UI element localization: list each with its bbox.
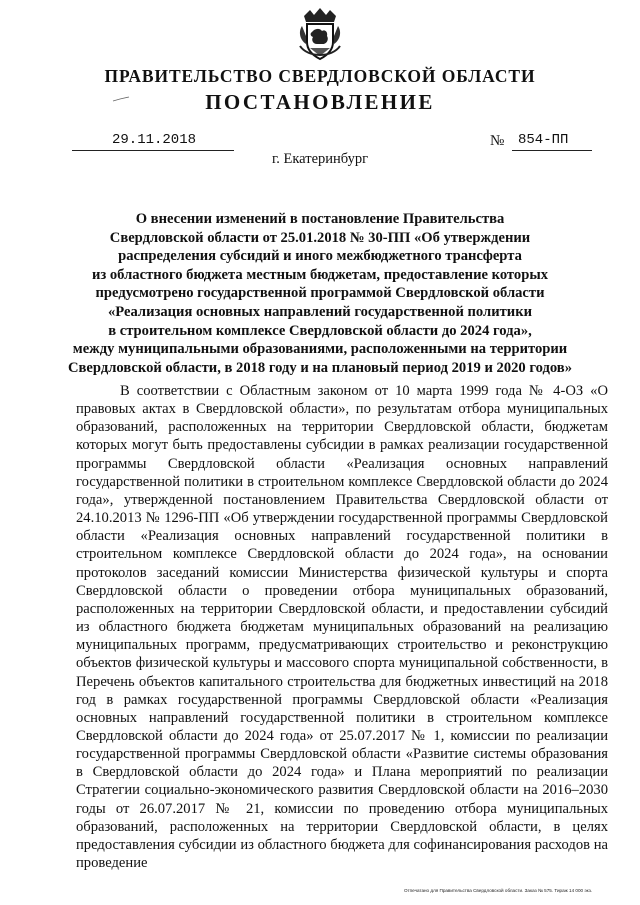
- title-line: между муниципальными образованиями, расположенными на территории: [72, 341, 568, 358]
- document-date: 29.11.2018: [112, 132, 197, 148]
- title-line: в строительном комплексе Свердловской области до 2024 года»,: [108, 322, 532, 339]
- title-line: «Реализация основных направлений государственной политики: [107, 303, 533, 320]
- title-line: распределения субсидий и иного межбюджетного трансферта: [118, 248, 522, 265]
- print-footer: Отпечатано для Правительства Свердловской области. Заказ № 575. Тираж 14 000 экз.: [404, 888, 593, 893]
- document-title: [40, 210, 600, 377]
- coat-of-arms-icon: [298, 6, 342, 62]
- title-line: Свердловской области, в 2018 году и на плановый период 2019 и 2020 годов»: [68, 359, 572, 376]
- body-paragraph: В соответствии с Областным законом от 10 марта 1999 года № 4-ОЗ «О правовых актах в Свердловской области», по результатам отбора муниципальных образований, расположенных на территории Свердловской области, бюджетам которых могут быть предоставлены субсидии в рамках реализации государственной программы Свердловской области «Реализация основных направлений государственной политики в строительном комплексе Свердловской области до 2024 года», утвержденной постановлением Правительства Свердловской области от 24.10.2013 № 1296-ПП «Об утверждении государственной программы Свердловской области «Реализация основных направлений государственной политики в строительном комплексе Свердловской области до 2024 года», на основании протоколов заседаний комиссии Министерства физической культуры и спорта Свердловской области о проведении отбора муниципальных образований, расположенных на территории Свердловской области, и предоставлении субсидий из областного бюджета бюджетам муниципальных образований на реализацию муниципальных программ, предусматривающих строительство и реконструкцию объектов физической культуры и массового спорта муниципальной собственности, в Перечень объектов капитального строительства для бюджетных инвестиций на 2018 год в рамках государственной программы Свердловской области «Реализация основных направлений государственной политики в строительном комплексе Свердловской области до 2024 года» от 25.07.2017 № 1, комиссии по реализации государственной программы Свердловской области «Развитие системы образования в Свердловской области до 2024 года» и Плана мероприятий по реализации Стратегии социально-экономического развития Свердловской области на 2016–2030 годы от 26.07.2017 № 21, комиссии по проведению отбора муниципальных образований, расположенных на территории Свердловской области, в целях предоставления субсидии из областного бюджета для софинансирования расходов на проведение: [76, 383, 608, 872]
- number-sign: №: [490, 133, 505, 149]
- government-name: ПРАВИТЕЛЬСТВО СВЕРДЛОВСКОЙ ОБЛАСТИ: [104, 66, 536, 86]
- title-line: Свердловской области от 25.01.2018 № 30-ПП «Об утверждении: [109, 229, 531, 246]
- title-line: О внесении изменений в постановление Правительства: [135, 211, 505, 227]
- document-number: 854-ПП: [518, 132, 569, 148]
- document-type: ПОСТАНОВЛЕНИЕ: [205, 90, 435, 114]
- city-name: г. Екатеринбург: [271, 151, 369, 167]
- title-line: предусмотрено государственной программой Свердловской области: [95, 285, 545, 302]
- title-line: из областного бюджета местным бюджетам, предоставление которых: [91, 266, 549, 283]
